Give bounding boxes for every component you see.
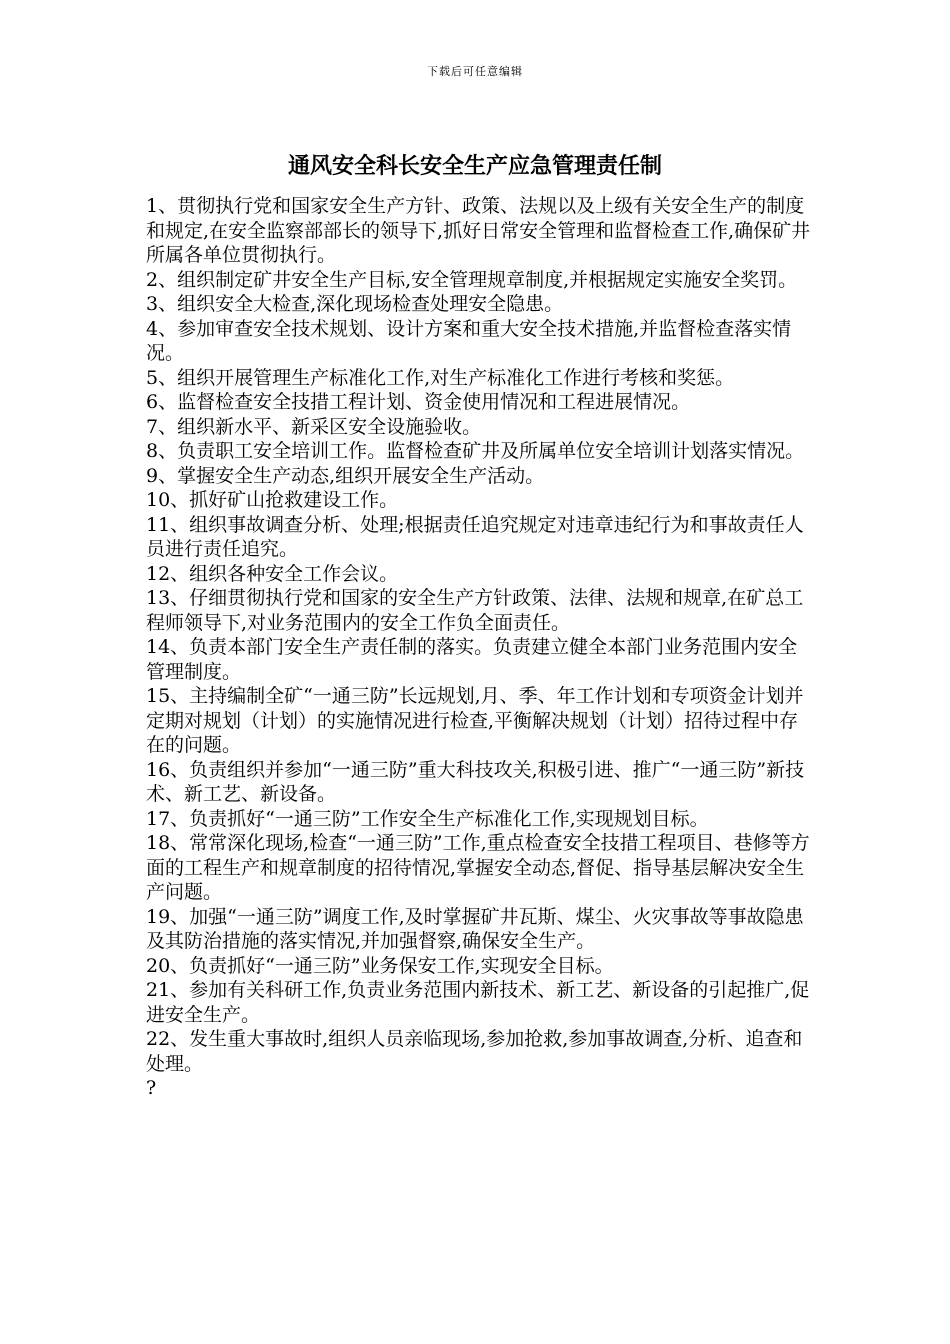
clause-7: 7、组织新水平、新采区安全设施验收。 (146, 415, 482, 438)
document-title: 通风安全科长安全生产应急管理责任制 (287, 154, 662, 179)
clause-22: 22、发生重大事故时,组织人员亲临现场,参加抢救,参加事故调查,分析、追查和处理。 (146, 1028, 803, 1075)
clause-1: 1、贯彻执行党和国家安全生产方针、政策、法规以及上级有关安全生产的制度和规定,在安全监察部部长的领导下,抓好日常安全管理和监督检查工作,确保矿井所属各单位贯彻执行。 (146, 195, 811, 266)
clause-17: 17、负责抓好“一通三防”工作安全生产标准化工作,实现规划目标。 (146, 807, 709, 830)
clause-9: 9、掌握安全生产动态,组织开展安全生产活动。 (146, 464, 545, 487)
clause-21: 21、参加有关科研工作,负责业务范围内新技术、新工艺、新设备的引起推广,促进安全生产。 (146, 979, 810, 1026)
clause-2: 2、组织制定矿井安全生产目标,安全管理规章制度,并根据规定实施安全奖罚。 (146, 268, 798, 291)
clause-12: 12、组织各种安全工作会议。 (146, 562, 399, 585)
clause-11: 11、组织事故调查分析、处理;根据责任追究规定对违章违纪行为和事故责任人员进行责任追究。 (146, 513, 804, 560)
clause-20: 20、负责抓好“一通三防”业务保安工作,实现安全目标。 (146, 954, 614, 977)
clause-3: 3、组织安全大检查,深化现场检查处理安全隐患。 (146, 293, 564, 315)
clause-4: 4、参加审查安全技术规划、设计方案和重大安全技术措施,并监督检查落实情况。 (146, 317, 792, 364)
document-body (146, 194, 816, 1101)
clause-19: 19、加强“一通三防”调度工作,及时掌握矿井瓦斯、煤尘、火灾事故等事故隐患及其防治措施的落实情况,并加强督察,确保安全生产。 (146, 905, 804, 952)
clause-15: 15、主持编制全矿“一通三防”长远规划,月、季、年工作计划和专项资金计划并定期对规划（计划）的实施情况进行检查,平衡解决规划（计划）招待过程中存在的问题。 (146, 685, 804, 756)
clause-10: 10、抓好矿山抢救建设工作。 (146, 489, 399, 511)
clause-8: 8、负责职工安全培训工作。监督检查矿井及所属单位安全培训计划落实情况。 (146, 440, 805, 462)
clause-14: 14、负责本部门安全生产责任制的落实。负责建立健全本部门业务范围内安全管理制度。 (146, 636, 798, 683)
page-header-note: 下载后可任意编辑 (427, 65, 523, 78)
trailing-mark: ? (146, 1077, 157, 1099)
clause-13: 13、仔细贯彻执行党和国家的安全生产方针政策、法律、法规和规章,在矿总工程师领导下,对业务范围内的安全工作负全面责任。 (146, 587, 804, 634)
clause-16: 16、负责组织并参加“一通三防”重大科技攻关,积极引进、推广“一通三防”新技术、新工艺、新设备。 (146, 758, 805, 805)
clause-18: 18、常常深化现场,检查“一通三防”工作,重点检查安全技措工程项目、巷修等方面的工程生产和规章制度的招待情况,掌握安全动态,督促、指导基层解决安全生产问题。 (146, 832, 810, 903)
clause-5: 5、组织开展管理生产标准化工作,对生产标准化工作进行考核和奖惩。 (146, 366, 735, 389)
clause-6: 6、监督检查安全技措工程计划、资金使用情况和工程进展情况。 (146, 391, 691, 413)
